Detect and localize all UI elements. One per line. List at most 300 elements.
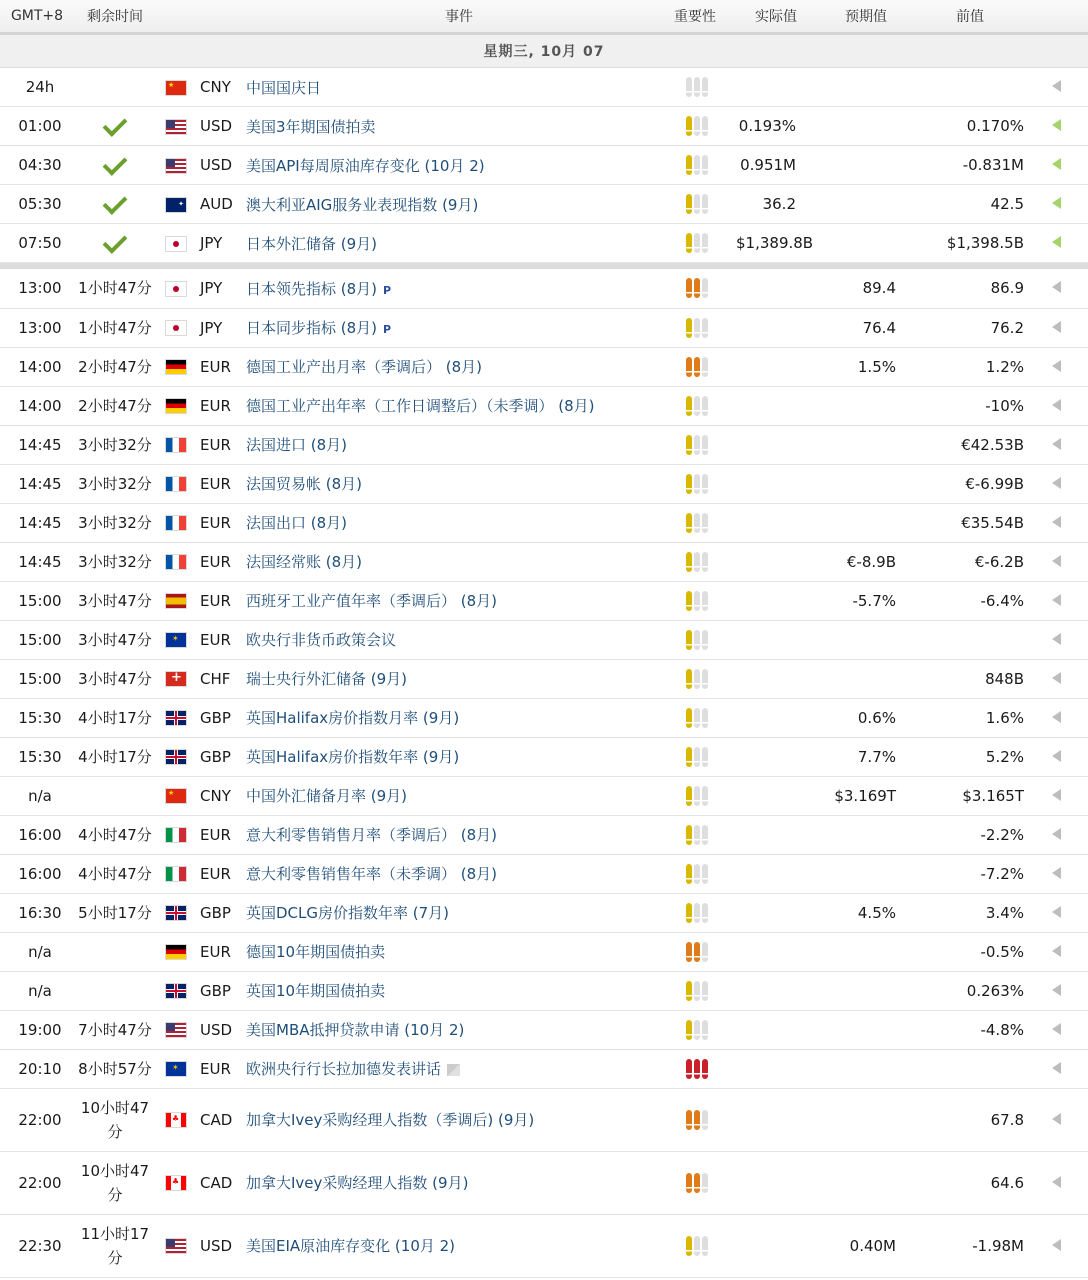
- time-remaining: 10小时47分: [74, 1151, 156, 1214]
- header-actual: 实际值: [736, 0, 816, 34]
- preliminary-badge: P: [383, 323, 392, 336]
- event-link[interactable]: 西班牙工业产值年率（季调后） (8月): [246, 592, 498, 610]
- actual-value: [736, 854, 816, 893]
- table-row[interactable]: [0, 698, 1088, 737]
- flag-cn-icon: [166, 789, 186, 803]
- flag-ca-icon: [166, 1176, 186, 1190]
- flag-jp-icon: [166, 321, 186, 335]
- header-remaining: 剩余时间: [74, 0, 156, 34]
- previous-value: $3.165T: [916, 776, 1024, 815]
- check-icon: [103, 190, 128, 215]
- currency-code: USD: [196, 107, 244, 146]
- event-link[interactable]: 澳大利亚AIG服务业表现指数 (9月): [246, 195, 479, 214]
- time-remaining: 8小时57分: [74, 1049, 156, 1088]
- table-row[interactable]: [0, 542, 1088, 581]
- time-remaining: [74, 185, 156, 224]
- importance-icon: [686, 708, 710, 728]
- event-time: 14:45: [0, 503, 74, 542]
- table-row[interactable]: [0, 68, 1088, 107]
- actual-value: [736, 386, 816, 425]
- time-remaining: [74, 971, 156, 1010]
- event-link[interactable]: 美国EIA原油库存变化 (10月 2): [246, 1237, 456, 1255]
- currency-code: EUR: [196, 386, 244, 425]
- expand-arrow-icon[interactable]: [1052, 1023, 1061, 1035]
- event-time: 14:00: [0, 386, 74, 425]
- forecast-value: [816, 386, 916, 425]
- previous-value: -7.2%: [916, 854, 1024, 893]
- time-remaining: 1小时47分: [74, 308, 156, 347]
- currency-code: EUR: [196, 503, 244, 542]
- time-remaining: 3小时47分: [74, 620, 156, 659]
- event-time: 16:00: [0, 815, 74, 854]
- time-remaining: [74, 776, 156, 815]
- currency-code: USD: [196, 1010, 244, 1049]
- expand-arrow-icon[interactable]: [1052, 360, 1061, 372]
- previous-value: $1,398.5B: [916, 224, 1024, 263]
- event-link[interactable]: 瑞士央行外汇储备 (9月): [246, 670, 408, 688]
- event-time: 14:00: [0, 347, 74, 386]
- forecast-value: $3.169T: [816, 776, 916, 815]
- event-link[interactable]: 法国出口 (8月): [246, 514, 348, 532]
- forecast-value: 0.6%: [816, 698, 916, 737]
- forecast-value: [816, 146, 916, 185]
- event-time: 20:10: [0, 1049, 74, 1088]
- expand-arrow-icon[interactable]: [1052, 711, 1061, 723]
- flag-fr-icon: [166, 555, 186, 569]
- actual-value: [736, 503, 816, 542]
- forecast-value: [816, 185, 916, 224]
- event-time: 22:00: [0, 1151, 74, 1214]
- expand-arrow-icon[interactable]: [1052, 119, 1061, 131]
- previous-value: 86.9: [916, 269, 1024, 308]
- event-time: 15:00: [0, 620, 74, 659]
- expand-arrow-icon[interactable]: [1052, 1062, 1061, 1074]
- event-link[interactable]: 中国国庆日: [246, 78, 322, 97]
- importance-icon: [686, 981, 710, 1001]
- table-row[interactable]: [0, 1088, 1088, 1151]
- event-time: n/a: [0, 932, 74, 971]
- flag-us-icon: [166, 120, 186, 134]
- importance-icon: [686, 1236, 710, 1256]
- importance-icon: [686, 1173, 710, 1193]
- event-time: 07:50: [0, 224, 74, 263]
- event-link[interactable]: 英国DCLG房价指数年率 (7月): [246, 904, 450, 922]
- header-previous: 前值: [916, 0, 1024, 34]
- event-time: 13:00: [0, 308, 74, 347]
- importance-icon: [686, 591, 710, 611]
- event-link[interactable]: 日本同步指标 (8月): [246, 319, 378, 337]
- actual-value: [736, 971, 816, 1010]
- actual-value: [736, 347, 816, 386]
- speech-icon: [447, 1064, 460, 1076]
- event-time: 14:45: [0, 464, 74, 503]
- table-row[interactable]: [0, 386, 1088, 425]
- expand-arrow-icon[interactable]: [1052, 1239, 1061, 1251]
- currency-code: EUR: [196, 464, 244, 503]
- header-event: 事件: [244, 0, 674, 34]
- currency-code: EUR: [196, 347, 244, 386]
- previous-value: -0.5%: [916, 932, 1024, 971]
- actual-value: $1,389.8B: [736, 224, 816, 263]
- check-icon: [103, 151, 128, 176]
- flag-fr-icon: [166, 477, 186, 491]
- forecast-value: 7.7%: [816, 737, 916, 776]
- table-row[interactable]: [0, 620, 1088, 659]
- check-icon: [103, 229, 128, 254]
- table-row[interactable]: [0, 224, 1088, 263]
- importance-icon: [686, 630, 710, 650]
- event-time: 13:00: [0, 269, 74, 308]
- time-remaining: [74, 224, 156, 263]
- currency-code: USD: [196, 146, 244, 185]
- expand-arrow-icon[interactable]: [1052, 321, 1061, 333]
- currency-code: CNY: [196, 776, 244, 815]
- actual-value: 0.193%: [736, 107, 816, 146]
- expand-arrow-icon[interactable]: [1052, 750, 1061, 762]
- forecast-value: [816, 620, 916, 659]
- actual-value: [736, 620, 816, 659]
- expand-arrow-icon[interactable]: [1052, 438, 1061, 450]
- forecast-value: -5.7%: [816, 581, 916, 620]
- importance-icon: [686, 194, 710, 214]
- flag-it-icon: [166, 828, 186, 842]
- currency-code: CAD: [196, 1151, 244, 1214]
- table-row[interactable]: [0, 1151, 1088, 1214]
- forecast-value: €-8.9B: [816, 542, 916, 581]
- table-row[interactable]: [0, 1010, 1088, 1049]
- previous-value: [916, 620, 1024, 659]
- expand-arrow-icon[interactable]: [1052, 789, 1061, 801]
- actual-value: [736, 776, 816, 815]
- event-link[interactable]: 美国MBA抵押贷款申请 (10月 2): [246, 1021, 465, 1039]
- currency-code: EUR: [196, 815, 244, 854]
- table-row[interactable]: [0, 464, 1088, 503]
- forecast-value: [816, 932, 916, 971]
- table-row[interactable]: [0, 815, 1088, 854]
- currency-code: GBP: [196, 893, 244, 932]
- event-link[interactable]: 加拿大Ivey采购经理人指数 (9月): [246, 1174, 469, 1192]
- time-remaining: 2小时47分: [74, 347, 156, 386]
- event-time: 22:30: [0, 1214, 74, 1277]
- time-remaining: 2小时47分: [74, 386, 156, 425]
- flag-eu-icon: [166, 1062, 186, 1076]
- time-remaining: 4小时17分: [74, 698, 156, 737]
- forecast-value: 76.4: [816, 308, 916, 347]
- actual-value: [736, 581, 816, 620]
- flag-jp-icon: [166, 282, 186, 296]
- importance-icon: [686, 357, 710, 377]
- event-time: 14:45: [0, 425, 74, 464]
- table-row[interactable]: [0, 932, 1088, 971]
- table-row[interactable]: [0, 185, 1088, 224]
- time-remaining: 1小时47分: [74, 269, 156, 308]
- expand-arrow-icon[interactable]: [1052, 158, 1061, 170]
- check-icon: [103, 112, 128, 137]
- expand-arrow-icon[interactable]: [1052, 399, 1061, 411]
- expand-arrow-icon[interactable]: [1052, 477, 1061, 489]
- importance-icon: [686, 278, 710, 298]
- previous-value: -0.831M: [916, 146, 1024, 185]
- actual-value: [736, 1010, 816, 1049]
- previous-value: €-6.99B: [916, 464, 1024, 503]
- event-time: 04:30: [0, 146, 74, 185]
- forecast-value: [816, 425, 916, 464]
- event-link[interactable]: 日本外汇储备 (9月): [246, 234, 378, 253]
- time-remaining: 10小时47分: [74, 1088, 156, 1151]
- importance-icon: [686, 1059, 710, 1079]
- time-remaining: 3小时47分: [74, 581, 156, 620]
- previous-value: [916, 68, 1024, 107]
- event-time: 05:30: [0, 185, 74, 224]
- flag-de-icon: [166, 945, 186, 959]
- importance-icon: [686, 318, 710, 338]
- actual-value: [736, 737, 816, 776]
- forecast-value: [816, 503, 916, 542]
- actual-value: [736, 815, 816, 854]
- actual-value: [736, 68, 816, 107]
- actual-value: [736, 1049, 816, 1088]
- importance-icon: [686, 435, 710, 455]
- previous-value: €-6.2B: [916, 542, 1024, 581]
- forecast-value: [816, 68, 916, 107]
- previous-value: 1.6%: [916, 698, 1024, 737]
- flag-it-icon: [166, 867, 186, 881]
- day-label: 星期三, 10月 07: [0, 34, 1088, 68]
- event-time: 24h: [0, 68, 74, 107]
- previous-value: -4.8%: [916, 1010, 1024, 1049]
- flag-gb-icon: [166, 750, 186, 764]
- actual-value: [736, 932, 816, 971]
- table-row[interactable]: [0, 854, 1088, 893]
- importance-icon: [686, 825, 710, 845]
- importance-icon: [686, 116, 710, 136]
- flag-us-icon: [166, 1023, 186, 1037]
- previous-value: 42.5: [916, 185, 1024, 224]
- table-row[interactable]: [0, 776, 1088, 815]
- table-row[interactable]: [0, 659, 1088, 698]
- flag-au-icon: [166, 198, 186, 212]
- flag-us-icon: [166, 1239, 186, 1253]
- event-link[interactable]: 加拿大Ivey采购经理人指数（季调后) (9月): [246, 1111, 535, 1129]
- previous-value: 848B: [916, 659, 1024, 698]
- previous-value: 5.2%: [916, 737, 1024, 776]
- previous-value: €42.53B: [916, 425, 1024, 464]
- flag-us-icon: [166, 159, 186, 173]
- forecast-value: [816, 1088, 916, 1151]
- currency-code: JPY: [196, 224, 244, 263]
- table-row[interactable]: [0, 1214, 1088, 1277]
- table-row[interactable]: [0, 269, 1088, 308]
- flag-jp-icon: [166, 237, 186, 251]
- previous-value: 0.263%: [916, 971, 1024, 1010]
- forecast-value: 4.5%: [816, 893, 916, 932]
- expand-arrow-icon[interactable]: [1052, 867, 1061, 879]
- event-link[interactable]: 英国10年期国债拍卖: [246, 982, 386, 1000]
- flag-gb-icon: [166, 711, 186, 725]
- expand-arrow-icon[interactable]: [1052, 828, 1061, 840]
- table-row[interactable]: [0, 503, 1088, 542]
- expand-arrow-icon[interactable]: [1052, 633, 1061, 645]
- event-link[interactable]: 德国工业产出年率（工作日调整后）（未季调） (8月): [246, 397, 595, 415]
- event-link[interactable]: 法国贸易帐 (8月): [246, 475, 363, 493]
- table-row[interactable]: [0, 581, 1088, 620]
- event-link[interactable]: 美国3年期国债拍卖: [246, 117, 376, 136]
- previous-value: 1.2%: [916, 347, 1024, 386]
- importance-icon: [686, 233, 710, 253]
- forecast-value: 89.4: [816, 269, 916, 308]
- forecast-value: [816, 1049, 916, 1088]
- actual-value: [736, 1088, 816, 1151]
- forecast-value: [816, 1010, 916, 1049]
- event-link[interactable]: 美国API每周原油库存变化 (10月 2): [246, 156, 485, 175]
- table-row[interactable]: [0, 308, 1088, 347]
- table-row[interactable]: [0, 425, 1088, 464]
- time-remaining: 7小时47分: [74, 1010, 156, 1049]
- event-link[interactable]: 意大利零售销售月率（季调后） (8月): [246, 826, 498, 844]
- expand-arrow-icon[interactable]: [1052, 197, 1061, 209]
- time-remaining: 4小时47分: [74, 815, 156, 854]
- time-remaining: [74, 68, 156, 107]
- forecast-value: [816, 659, 916, 698]
- previous-value: 64.6: [916, 1151, 1024, 1214]
- importance-icon: [686, 77, 710, 97]
- importance-icon: [686, 747, 710, 767]
- currency-code: EUR: [196, 1049, 244, 1088]
- importance-icon: [686, 474, 710, 494]
- importance-icon: [686, 396, 710, 416]
- header-timezone[interactable]: GMT+8: [0, 0, 74, 34]
- previous-value: €35.54B: [916, 503, 1024, 542]
- flag-es-icon: [166, 594, 186, 608]
- importance-icon: [686, 155, 710, 175]
- flag-cn-icon: [166, 81, 186, 95]
- table-row[interactable]: [0, 146, 1088, 185]
- time-remaining: 3小时32分: [74, 425, 156, 464]
- expand-arrow-icon[interactable]: [1052, 594, 1061, 606]
- expand-arrow-icon[interactable]: [1052, 984, 1061, 996]
- currency-code: EUR: [196, 620, 244, 659]
- expand-arrow-icon[interactable]: [1052, 945, 1061, 957]
- table-row[interactable]: [0, 893, 1088, 932]
- expand-arrow-icon[interactable]: [1052, 80, 1061, 92]
- expand-arrow-icon[interactable]: [1052, 906, 1061, 918]
- event-link[interactable]: 英国Halifax房价指数月率 (9月): [246, 709, 460, 727]
- event-link[interactable]: 法国进口 (8月): [246, 436, 348, 454]
- event-link[interactable]: 意大利零售销售年率（未季调） (8月): [246, 865, 498, 883]
- previous-value: 0.170%: [916, 107, 1024, 146]
- event-link[interactable]: 法国经常账 (8月): [246, 553, 363, 571]
- actual-value: 0.951M: [736, 146, 816, 185]
- event-link[interactable]: 日本领先指标 (8月): [246, 279, 378, 298]
- currency-code: JPY: [196, 269, 244, 308]
- expand-arrow-icon[interactable]: [1052, 516, 1061, 528]
- actual-value: 36.2: [736, 185, 816, 224]
- currency-code: CHF: [196, 659, 244, 698]
- flag-fr-icon: [166, 516, 186, 530]
- forecast-value: 0.40M: [816, 1214, 916, 1277]
- expand-arrow-icon[interactable]: [1052, 1176, 1061, 1188]
- expand-arrow-icon[interactable]: [1052, 555, 1061, 567]
- event-time: 14:45: [0, 542, 74, 581]
- expand-arrow-icon[interactable]: [1052, 281, 1061, 293]
- forecast-value: [816, 815, 916, 854]
- preliminary-badge: P: [383, 283, 392, 297]
- event-time: 01:00: [0, 107, 74, 146]
- event-time: 16:30: [0, 893, 74, 932]
- day-header-row: [0, 34, 1088, 68]
- actual-value: [736, 425, 816, 464]
- importance-icon: [686, 1110, 710, 1130]
- currency-code: AUD: [196, 185, 244, 224]
- table-row[interactable]: [0, 1049, 1088, 1088]
- event-time: n/a: [0, 776, 74, 815]
- previous-value: 3.4%: [916, 893, 1024, 932]
- actual-value: [736, 464, 816, 503]
- time-remaining: 3小时32分: [74, 464, 156, 503]
- expand-arrow-icon[interactable]: [1052, 1113, 1061, 1125]
- expand-arrow-icon[interactable]: [1052, 672, 1061, 684]
- importance-icon: [686, 942, 710, 962]
- flag-gb-icon: [166, 984, 186, 998]
- event-link[interactable]: 欧洲央行行长拉加德发表讲话: [246, 1060, 442, 1078]
- table-row[interactable]: [0, 107, 1088, 146]
- actual-value: [736, 893, 816, 932]
- currency-code: USD: [196, 1214, 244, 1277]
- currency-code: EUR: [196, 932, 244, 971]
- event-time: 19:00: [0, 1010, 74, 1049]
- forecast-value: [816, 464, 916, 503]
- previous-value: [916, 1049, 1024, 1088]
- time-remaining: 5小时17分: [74, 893, 156, 932]
- forecast-value: [816, 224, 916, 263]
- table-row[interactable]: [0, 347, 1088, 386]
- event-time: 15:00: [0, 581, 74, 620]
- forecast-value: 1.5%: [816, 347, 916, 386]
- table-row[interactable]: [0, 971, 1088, 1010]
- event-time: 15:30: [0, 737, 74, 776]
- expand-arrow-icon[interactable]: [1052, 236, 1061, 248]
- time-remaining: [74, 146, 156, 185]
- event-link[interactable]: 德国工业产出月率（季调后） (8月): [246, 358, 483, 376]
- event-time: 15:00: [0, 659, 74, 698]
- header-forecast: 预期值: [816, 0, 916, 34]
- importance-icon: [686, 1020, 710, 1040]
- event-link[interactable]: 中国外汇储备月率 (9月): [246, 787, 408, 805]
- flag-fr-icon: [166, 438, 186, 452]
- forecast-value: [816, 1151, 916, 1214]
- event-link[interactable]: 英国Halifax房价指数年率 (9月): [246, 748, 460, 766]
- table-row[interactable]: [0, 737, 1088, 776]
- flag-de-icon: [166, 360, 186, 374]
- time-remaining: [74, 107, 156, 146]
- forecast-value: [816, 854, 916, 893]
- event-link[interactable]: 德国10年期国债拍卖: [246, 943, 386, 961]
- table-header-row: [0, 0, 1088, 34]
- forecast-value: [816, 107, 916, 146]
- currency-code: CNY: [196, 68, 244, 107]
- importance-icon: [686, 786, 710, 806]
- event-time: 22:00: [0, 1088, 74, 1151]
- previous-value: -6.4%: [916, 581, 1024, 620]
- event-link[interactable]: 欧央行非货币政策会议: [246, 631, 397, 649]
- importance-icon: [686, 552, 710, 572]
- currency-code: GBP: [196, 737, 244, 776]
- currency-code: EUR: [196, 581, 244, 620]
- currency-code: GBP: [196, 698, 244, 737]
- time-remaining: 4小时47分: [74, 854, 156, 893]
- importance-icon: [686, 903, 710, 923]
- previous-value: -1.98M: [916, 1214, 1024, 1277]
